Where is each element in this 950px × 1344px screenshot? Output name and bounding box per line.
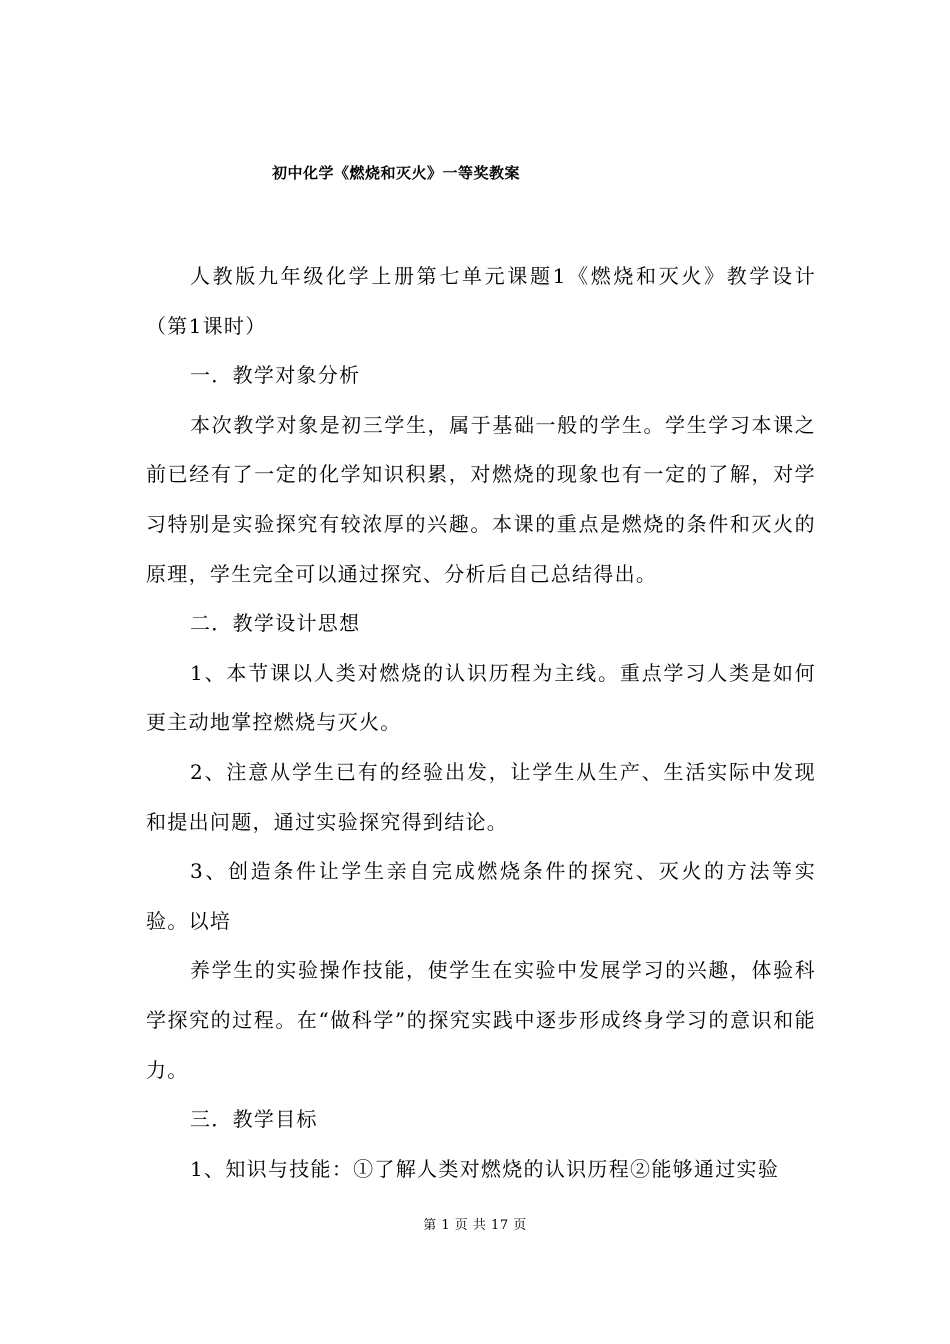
page-footer: 第 1 页 共 17 页 — [423, 1218, 527, 1233]
paragraph-design-3-continued: 养学生的实验操作技能，使学生在实验中发展学习的兴趣，体验科学探究的过程。在“做科学”的探究实践中逐步形成终身学习的意识和能力。 — [146, 958, 816, 1082]
paragraph-design-3: 3、创造条件让学生亲自完成燃烧条件的探究、灭火的方法等实验。以培 — [146, 859, 816, 933]
document-title: 初中化学《燃烧和灭火》一等奖教案 — [272, 164, 521, 182]
heading-design-idea: 二．教学设计思想 — [190, 611, 361, 636]
document-body — [146, 252, 816, 1194]
paragraph-goal-1: 1、知识与技能：①了解人类对燃烧的认识历程②能够通过实验 — [190, 1156, 780, 1181]
paragraph-design-1: 1、本节课以人类对燃烧的认识历程为主线。重点学习人类是如何更主动地掌控燃烧与灭火。 — [146, 660, 816, 735]
heading-object-analysis: 一．教学对象分析 — [190, 363, 361, 388]
paragraph-intro: 人教版九年级化学上册第七单元课题1《燃烧和灭火》教学设计（第1课时） — [146, 264, 816, 338]
heading-teaching-goals: 三．教学目标 — [190, 1107, 318, 1132]
paragraph-object-analysis: 本次教学对象是初三学生，属于基础一般的学生。学生学习本课之前已经有了一定的化学知识积累，对燃烧的现象也有一定的了解，对学习特别是实验探究有较浓厚的兴趣。本课的重点是燃烧的条件和灭火的原理，学生完全可以通过探究、分析后自己总结得出。 — [146, 412, 816, 586]
paragraph-design-2: 2、注意从学生已有的经验出发，让学生从生产、生活实际中发现和提出问题，通过实验探究得到结论。 — [146, 759, 816, 834]
